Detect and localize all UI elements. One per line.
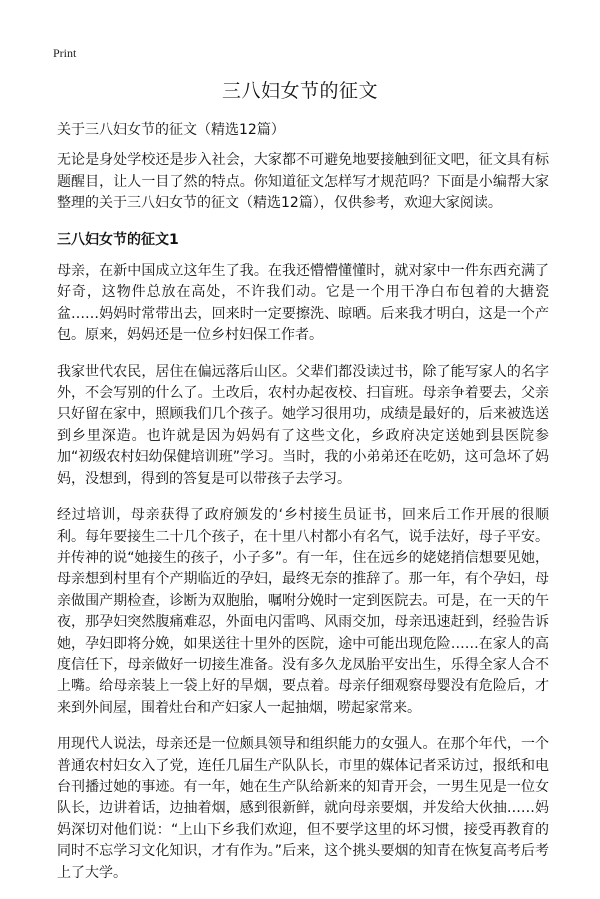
section-heading: 三八妇女节的征文1: [57, 231, 179, 248]
document-body: [57, 120, 549, 899]
print-label: Print: [53, 46, 77, 60]
body-paragraph: 母亲，在新中国成立这年生了我。在我还懵懵懂懂时，就对家中一件东西充满了好奇，这物件总放在高处，不许我们动。它是一个用干净白布包着的大搪瓷盆……妈妈时常带出去，回来时一定要擦洗、晾晒。后来我才明白，这是一个产包。原来，妈妈还是一位乡村妇保工作者。: [57, 263, 549, 344]
document-title: 三八妇女节的征文: [221, 80, 378, 102]
body-paragraph: 经过培训，母亲获得了政府颁发的‘乡村接生员证书，回来后工作开展的很顺利。每年要接生二十几个孩子，在十里八村都小有名气，说手法好，母子平安。并传神的说“她接生的孩子，小子多”。有一年，住在远乡的姥姥捎信想要见她，母亲想到村里有个产期临近的孕妇，最终无奈的推辞了。那一年，有个孕妇，母亲做围产期检查，诊断为双胞胎，嘱咐分娩时一定到医院去。可是，在一天的午夜，那孕妇突然腹痛难忍，外面电闪雷鸣、风雨交加，母亲迅速赶到，经验告诉她，孕妇即将分娩，如果送往十里外的医院，途中可能出现危险……在家人的高度信任下，母亲做好一切接生准备。没有多久龙凤胎平安出生，乐得全家人合不上嘴。给母亲装上一袋上好的旱烟，要点着。母亲仔细观察母婴没有危险后，才来到外间屋，围着灶台和产妇家人一起抽烟，唠起家常来。: [57, 507, 549, 716]
document-subtitle: 关于三八妇女节的征文（精选12篇）: [57, 122, 285, 138]
body-paragraph: 用现代人说法，母亲还是一位颇具领导和组织能力的女强人。在那个年代，一个普通农村妇女入了党，连任几届生产队队长，市里的媒体记者采访过，报纸和电台刊播过她的事迹。有一年，她在生产队给新来的知青开会，一男生见是一位女队长，边讲着话，边抽着烟，感到很新鲜，就向母亲要烟，并发给大伙抽……妈妈深切对他们说：“上山下乡我们欢迎，但不要学这里的坏习惯，接受再教育的同时不忘学习文化知识，才有作为。”后来，这个挑头要烟的知青在恢复高考后考上了大学。: [57, 736, 549, 881]
intro-paragraph: 无论是身处学校还是步入社会，大家都不可避免地要接触到征文吧，征文具有标题醒目，让人一目了然的特点。你知道征文怎样写才规范吗？下面是小编帮大家整理的关于三八妇女节的征文（精选12篇），仅供参考，欢迎大家阅读。: [57, 152, 549, 212]
body-paragraph: 我家世代农民，居住在偏远落后山区。父辈们都没读过书，除了能写家人的名字外，不会写别的什么了。土改后，农村办起夜校、扫盲班。母亲争着要去，父亲只好留在家中，照顾我们几个孩子。她学习很用功，成绩是最好的，后来被选送到乡里深造。也许就是因为妈妈有了这些文化，乡政府决定送她到县医院参加“初级农村妇幼保健培训班”学习。当时，我的小弟弟还在吃奶，这可急坏了妈妈，没想到，得到的答复是可以带孩子去学习。: [57, 363, 549, 487]
